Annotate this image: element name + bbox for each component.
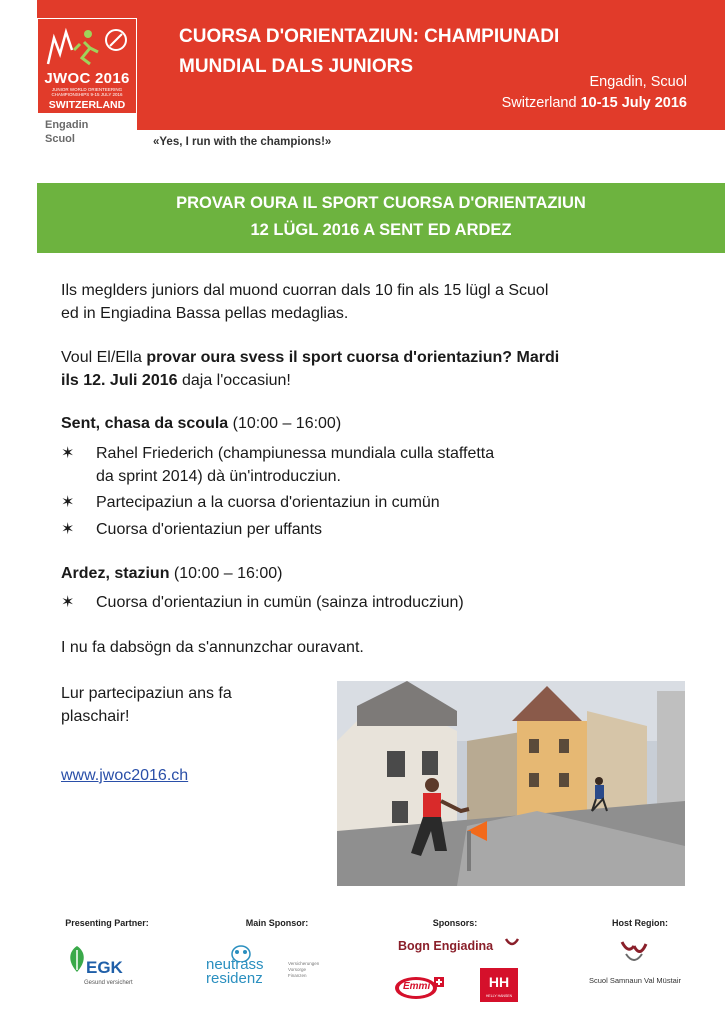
location-dates: 10-15 July 2016 <box>580 95 687 111</box>
closing-line1: Lur partecipaziun ans fa <box>61 685 232 702</box>
ardez-heading-time: (10:00 – 16:00) <box>169 565 283 582</box>
logo-switzerland-text: SWITZERLAND <box>48 99 126 111</box>
location-country: Switzerland <box>501 95 577 111</box>
host-region-emblem-icon <box>620 940 648 966</box>
neutrass-small <box>288 961 319 979</box>
star-bullet-icon: ✶ <box>61 594 75 611</box>
banner-line1: PROVAR OURA IL SPORT CUORSA D'ORIENTAZIUN <box>176 194 586 212</box>
title-line1: CUORSA D'ORIENTAZIUN: CHAMPIUNADI <box>179 26 560 47</box>
closing-line2: plaschair! <box>61 708 130 725</box>
list-item-text: Cuorsa d'orientaziun in cumün (sainza introducziun) <box>96 594 464 611</box>
neutrass-small3: Finanzen <box>288 973 307 978</box>
question-bold2: ils 12. Juli 2016 <box>61 372 178 389</box>
location-line2 <box>502 93 687 114</box>
website-link[interactable]: www.jwoc2016.ch <box>61 767 189 784</box>
intro-line1: Ils meglders juniors dal muond cuorran dals 10 fin als 15 lügl a Scuol <box>61 282 549 299</box>
logo-jwoc-text: JWOC 2016 <box>44 70 130 87</box>
host-region-logo <box>580 940 690 990</box>
egk-name: EGK <box>86 958 123 977</box>
question-pre: Voul El/Ella <box>61 349 147 366</box>
star-bullet-icon: ✶ <box>61 494 75 511</box>
list-item <box>61 518 621 541</box>
closing-text <box>61 682 232 728</box>
helly-hansen-logo <box>480 968 518 1002</box>
intro-line2: ed in Engiadina Bassa pellas medaglias. <box>61 305 349 322</box>
question-post: daja l'occasiun! <box>177 372 291 389</box>
emmi-name: Emmi <box>403 981 431 992</box>
question-line1 <box>61 346 559 369</box>
list-item <box>61 491 621 514</box>
star-bullet-icon: ✶ <box>61 521 75 538</box>
list-item <box>61 591 621 614</box>
neutrass-name <box>206 958 264 986</box>
question-paragraph <box>61 346 559 392</box>
list-item-line1: Rahel Friederich (champiunessa mundiala culla staffetta <box>96 445 495 462</box>
hh-sub: HELLY HANSEN <box>485 994 513 998</box>
neutrass-line1: neutrass <box>206 956 264 973</box>
logo-small-line2: CHAMPIONSHIPS 9-15 JULY 2016 <box>51 92 123 97</box>
logo-place-line1: Engadin <box>45 119 89 131</box>
star-bullet-icon: ✶ <box>61 445 75 462</box>
bogn-swoosh-icon <box>504 937 520 951</box>
host-region-label: Host Region: <box>612 918 668 928</box>
question-line2 <box>61 369 559 392</box>
intro-paragraph <box>61 279 548 325</box>
tagline: «Yes, I run with the champions!» <box>153 136 332 148</box>
title-line2: MUNDIAL DALS JUNIORS <box>179 56 413 77</box>
logo-small-text <box>37 87 137 97</box>
ardez-heading-place: Ardez, staziun <box>61 565 170 582</box>
bogn-name: Bogn Engiadina <box>398 939 494 953</box>
logo-place-text <box>45 118 88 146</box>
ardez-heading <box>61 562 282 585</box>
list-item-text: Partecipaziun a la cuorsa d'orientaziun in cumün <box>96 494 440 511</box>
list-item-line2: da sprint 2014) dà ün'introducziun. <box>96 468 341 485</box>
sent-heading-place: Sent, chasa da scoula <box>61 415 229 432</box>
sent-heading-time: (10:00 – 16:00) <box>228 415 342 432</box>
neutrass-small1: Versicherungen <box>288 961 320 966</box>
egk-leaf-icon <box>66 944 88 974</box>
logo-small-line1: JUNIOR WORLD ORIENTEERING <box>51 87 123 92</box>
banner-title <box>37 190 725 244</box>
bogn-engiadina-logo <box>398 937 528 959</box>
presenting-partner-label: Presenting Partner: <box>65 918 149 928</box>
event-location <box>502 72 687 114</box>
banner-line2: 12 LÜGL 2016 A SENT ED ARDEZ <box>250 221 512 239</box>
egk-sub: Gesund versichert <box>84 980 133 986</box>
neutrass-small2: Vorsorge <box>288 967 307 972</box>
jwoc-logo-mountain-runner-icon <box>44 24 132 70</box>
egk-logo <box>66 944 146 994</box>
note: I nu fa dabsögn da s'annunzchar ouravant. <box>61 639 364 656</box>
neutrass-logo <box>206 944 346 994</box>
question-bold1: provar oura svess il sport cuorsa d'orientaziun? Mardi <box>146 349 560 366</box>
host-region-name: Scuol Samnaun Val Müstair <box>589 976 681 985</box>
hh-name: HH <box>488 974 510 990</box>
neutrass-line2: residenz <box>206 970 263 987</box>
emmi-logo <box>394 975 444 1001</box>
list-item-text: Cuorsa d'orientaziun per uffants <box>96 521 323 538</box>
location-line1: Engadin, Scuol <box>589 74 687 90</box>
orienteering-photo <box>337 681 685 886</box>
main-sponsor-label: Main Sponsor: <box>245 918 309 928</box>
sent-heading <box>61 412 341 435</box>
list-item-text <box>96 442 494 488</box>
sponsors-label: Sponsors: <box>432 918 478 928</box>
list-item <box>61 442 621 488</box>
logo-place-line2: Scuol <box>45 133 75 145</box>
